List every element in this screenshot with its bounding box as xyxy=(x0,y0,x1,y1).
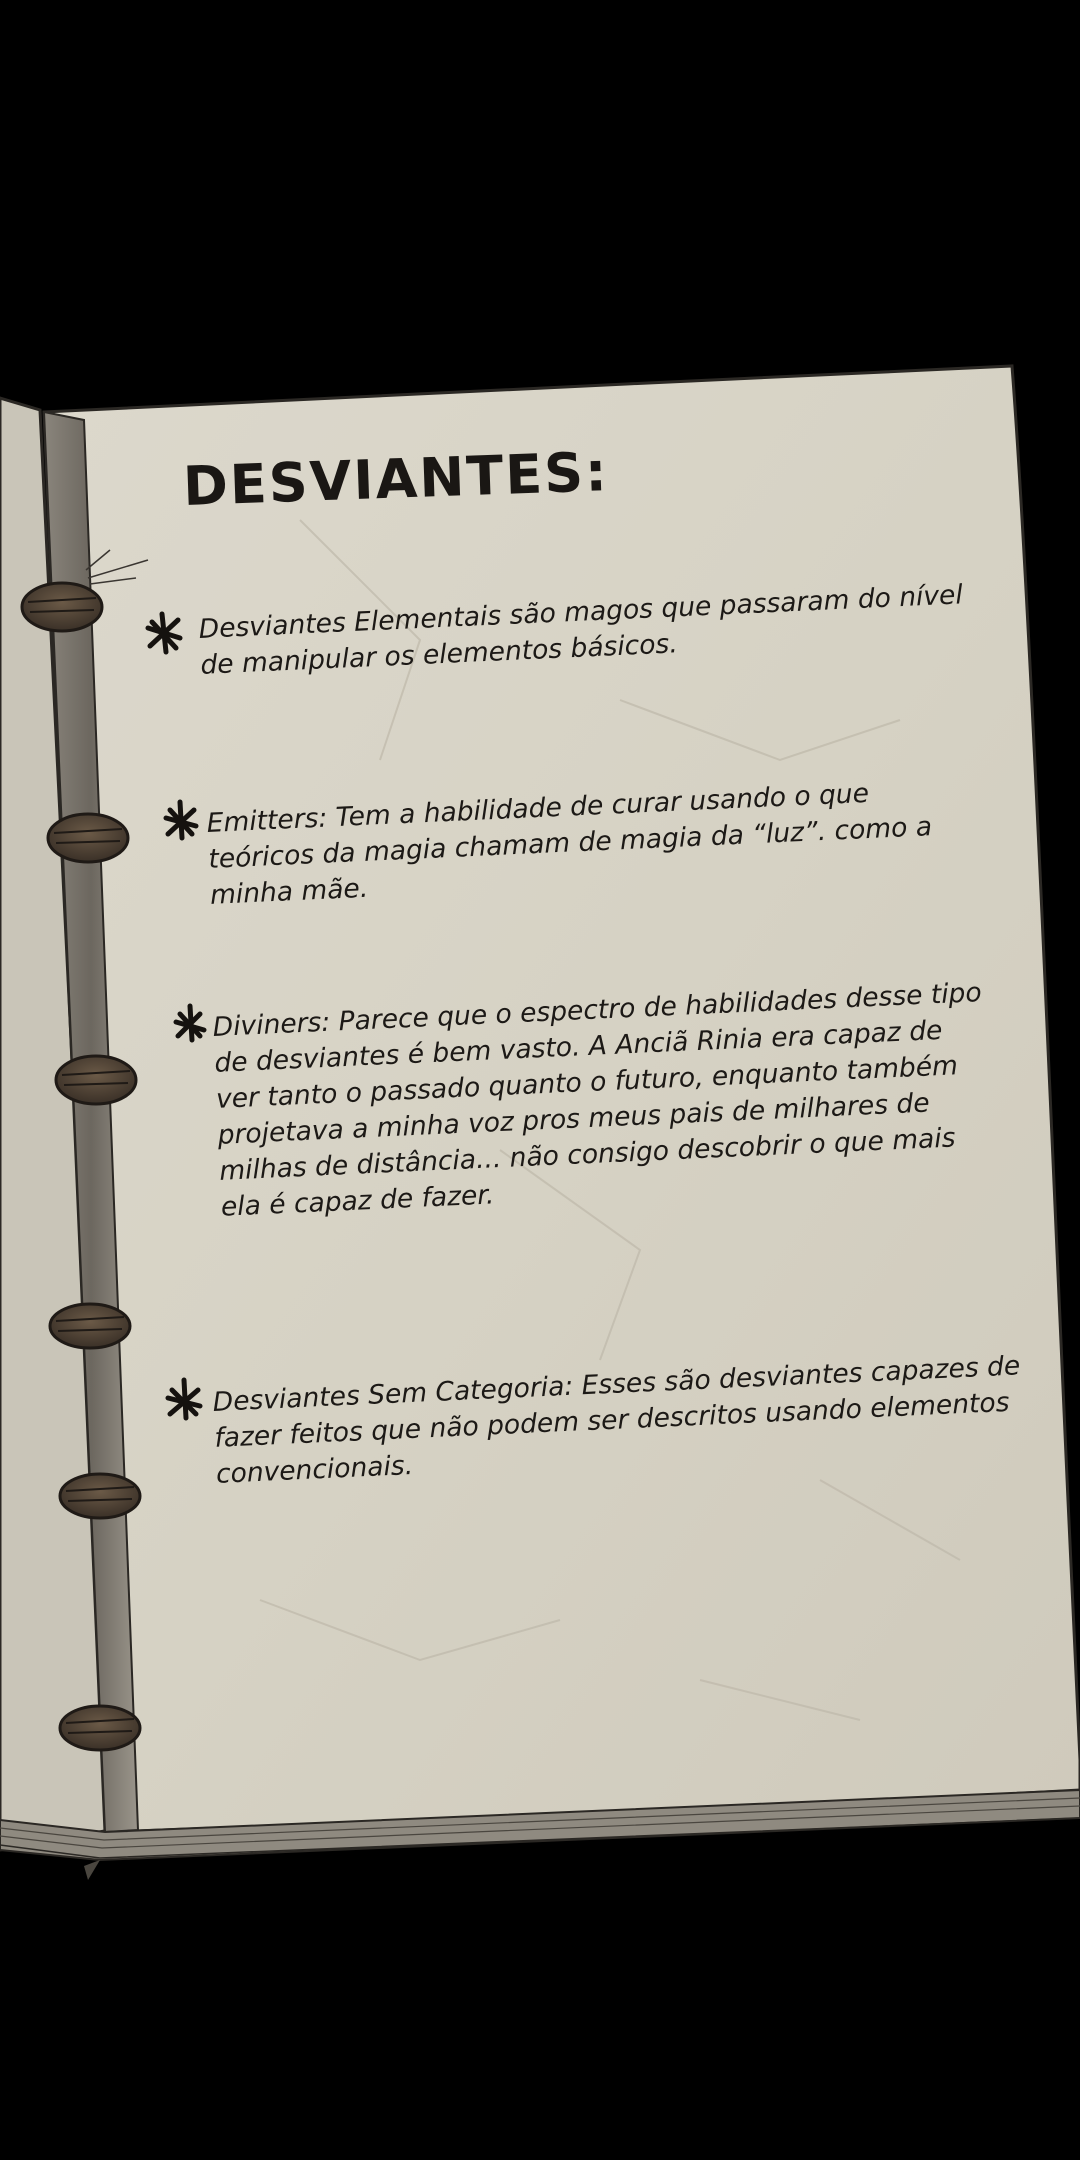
entry-diviners: Diviners: Parece que o espectro de habilidades desse tipo de desviantes é bem vasto. A Anciã Rinia era capaz de ver tanto o passado quanto o futuro, enquanto também projetava a minha voz pros meus pais de milhares de milhas de distância... não consigo descobrir o que mais ela é capaz de fazer. xyxy=(212,977,983,1223)
entry-emitters: Emitters: Tem a habilidade de curar usando o que teóricos da magia chamam de magia da “luz”. como a minha mãe. xyxy=(206,777,933,911)
entry-elementais: Desviantes Elementais são magos que passaram do nível de manipular os elementos básicos. xyxy=(198,579,964,681)
page-title: DESVIANTES: xyxy=(182,440,610,518)
entry-sem-categoria: Desviantes Sem Categoria: Esses são desviantes capazes de fazer feitos que não podem ser descritos usando elementos convencionais. xyxy=(212,1350,1021,1490)
